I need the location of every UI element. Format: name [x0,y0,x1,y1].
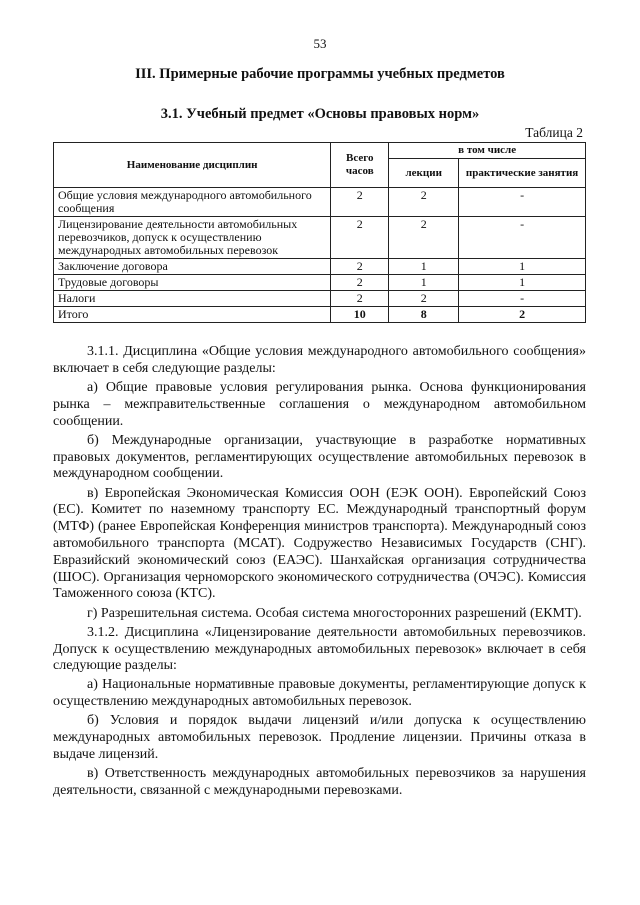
row-total: 2 [331,275,389,291]
table-row [54,259,586,275]
table-row [54,291,586,307]
row-name: Трудовые договоры [54,275,331,291]
row-practical: - [459,188,586,217]
paragraph: 3.1.2. Дисциплина «Лицензирование деятельности автомобильных перевозчиков. Допуск к осуществлению международных автомобильных перевозок» включает в себя следующие разделы: [53,624,586,674]
paragraph: в) Европейская Экономическая Комиссия ООН (ЕЭК ООН). Европейский Союз (ЕС). Комитет по наземному транспорту ЕС. Международный транспортный форум (МТФ) (ранее Европейская Конференция министров транспорта). Международный союз автомобильного транспорта (МСАТ). Содружество Независимых Государств (СНГ). Евразийский экономический союз (ЕАЭС). Шанхайская организация сотрудничества (ШОС). Организация черноморского экономического сотрудничества (ОЧЭС). Комиссия Таможенного союза (КТС). [53,485,586,602]
paragraph: а) Общие правовые условия регулирования рынка. Основа функционирования рынка – межправительственные соглашения о международном автомобильном сообщении. [53,379,586,429]
row-lectures: 2 [389,291,459,307]
row-total: 2 [331,188,389,217]
row-name: Заключение договора [54,259,331,275]
table-row [54,275,586,291]
row-practical: 1 [459,259,586,275]
row-practical: 1 [459,275,586,291]
paragraph: б) Условия и порядок выдачи лицензий и/или допуска к осуществлению международных автомобильных перевозок. Продление лицензии. Причины отказа в выдаче лицензий. [53,713,586,763]
body-text [53,344,586,802]
row-lectures: 1 [389,259,459,275]
table-row [54,188,586,217]
table-total-row [54,307,586,323]
row-lectures: 2 [389,217,459,259]
total-label: Итого [54,307,331,323]
row-practical: - [459,291,586,307]
row-practical: - [459,217,586,259]
paragraph: г) Разрешительная система. Особая система многосторонних разрешений (ЕКМТ). [87,605,582,621]
paragraph: 3.1.1. Дисциплина «Общие условия международного автомобильного сообщения» включает в себя следующие разделы: [53,344,586,376]
header-total-hours: Всего часов [331,143,389,188]
header-practical: практические занятия [459,159,586,188]
header-including: в том числе [389,143,586,159]
header-discipline: Наименование дисциплин [54,143,331,188]
total-lectures: 8 [389,307,459,323]
row-name: Налоги [54,291,331,307]
subject-title: 3.1. Учебный предмет «Основы правовых норм» [160,106,480,122]
section-title: III. Примерные рабочие программы учебных предметов [135,66,505,82]
paragraph: в) Ответственность международных автомобильных перевозчиков за нарушения деятельности, связанной с международными перевозками. [53,766,586,799]
page-number: 53 [313,36,327,51]
paragraph: б) Международные организации, участвующие в разработке нормативных правовых документов, регламентирующих осуществление автомобильных перевозок в международном сообщении. [53,432,586,482]
table-caption: Таблица 2 [525,125,583,140]
total-practical: 2 [459,307,586,323]
row-lectures: 2 [389,188,459,217]
total-hours: 10 [331,307,389,323]
row-lectures: 1 [389,275,459,291]
row-total: 2 [331,259,389,275]
disciplines-table [53,142,586,323]
paragraph: а) Национальные нормативные правовые документы, регламентирующие допуск к осуществлению международных автомобильных перевозок. [53,677,586,710]
table-row [54,217,586,259]
table-header-row [54,143,586,159]
header-lectures: лекции [389,159,459,188]
row-name: Общие условия международного автомобильного сообщения [54,188,331,217]
row-total: 2 [331,291,389,307]
row-total: 2 [331,217,389,259]
row-name: Лицензирование деятельности автомобильных перевозчиков, допуск к осуществлению международных автомобильных перевозок [54,217,331,259]
